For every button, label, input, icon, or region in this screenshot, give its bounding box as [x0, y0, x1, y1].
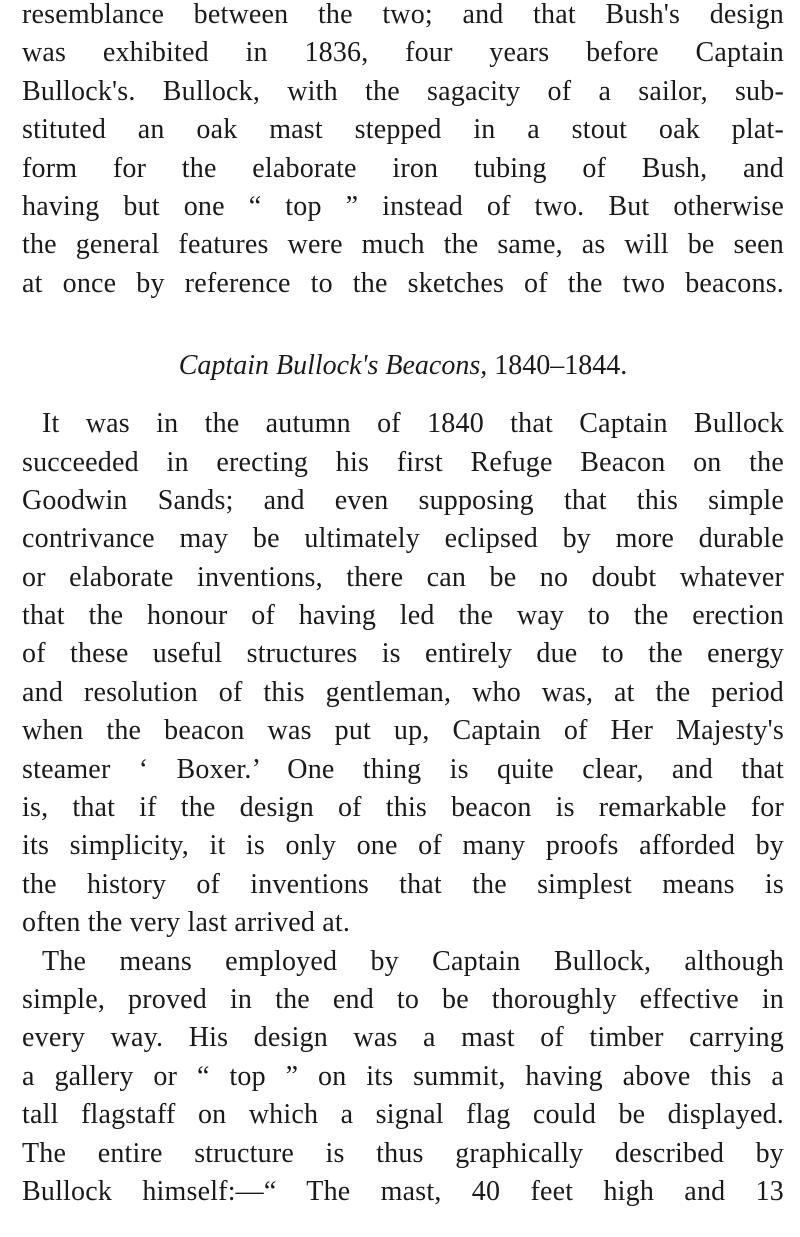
- text-line: its simplicity, it is only one of many proofs afforded by: [22, 830, 784, 862]
- text-line: often the very last arrived at.: [22, 907, 351, 939]
- text-line: The entire structure is thus graphically described by: [22, 1137, 784, 1169]
- text-line: The means employed by Captain Bullock, although: [42, 945, 784, 977]
- text-line: the history of inventions that the simplest means is: [22, 868, 784, 900]
- text-line: contrivance may be ultimately eclipsed by more durable: [22, 523, 784, 555]
- text-line: was exhibited in 1836, four years before Captain: [22, 37, 784, 69]
- text-line: resemblance between the two; and that Bush's design: [22, 0, 784, 30]
- text-line: when the beacon was put up, Captain of Her Majesty's: [22, 715, 784, 747]
- section-heading: [22, 347, 784, 385]
- text-line: every way. His design was a mast of timber carrying: [22, 1022, 784, 1054]
- text-line: Bullock himself:—“ The mast, 40 feet high and 13: [22, 1175, 784, 1207]
- text-line: It was in the autumn of 1840 that Captain Bullock: [42, 408, 784, 440]
- text-line: simple, proved in the end to be thoroughly effective in: [22, 983, 784, 1015]
- heading-title: Captain Bullock's Beacons,: [178, 350, 488, 382]
- text-line: form for the elaborate iron tubing of Bush, and: [22, 152, 784, 184]
- text-line: the general features were much the same, as will be seen: [22, 229, 784, 261]
- text-line: a gallery or “ top ” on its summit, having above this a: [22, 1060, 784, 1092]
- text-line: at once by reference to the sketches of the two beacons.: [22, 267, 784, 299]
- text-line: and resolution of this gentleman, who was, at the period: [22, 676, 784, 708]
- text-line: or elaborate inventions, there can be no doubt whatever: [22, 561, 784, 593]
- text-line: Bullock's. Bullock, with the sagacity of a sailor, sub-: [22, 75, 784, 107]
- text-line: that the honour of having led the way to the erection: [22, 600, 784, 632]
- text-line: having but one “ top ” instead of two. But otherwise: [22, 190, 784, 222]
- text-line: of these useful structures is entirely due to the energy: [22, 638, 784, 670]
- document-page: [22, 0, 784, 1211]
- text-line: succeeded in erecting his first Refuge Beacon on the: [22, 446, 784, 478]
- text-line: tall flagstaff on which a signal flag could be displayed.: [22, 1099, 784, 1131]
- paragraph-erection: [22, 405, 784, 942]
- paragraph-continuation: [22, 0, 784, 303]
- text-line: stituted an oak mast stepped in a stout oak plat-: [22, 114, 784, 146]
- heading-years: 1840–1844.: [494, 350, 628, 382]
- text-line: Goodwin Sands; and even supposing that this simple: [22, 484, 784, 516]
- paragraph-means: [22, 943, 784, 1212]
- text-line: is, that if the design of this beacon is remarkable for: [22, 792, 784, 824]
- text-line: steamer ‘ Boxer.’ One thing is quite clear, and that: [22, 753, 784, 785]
